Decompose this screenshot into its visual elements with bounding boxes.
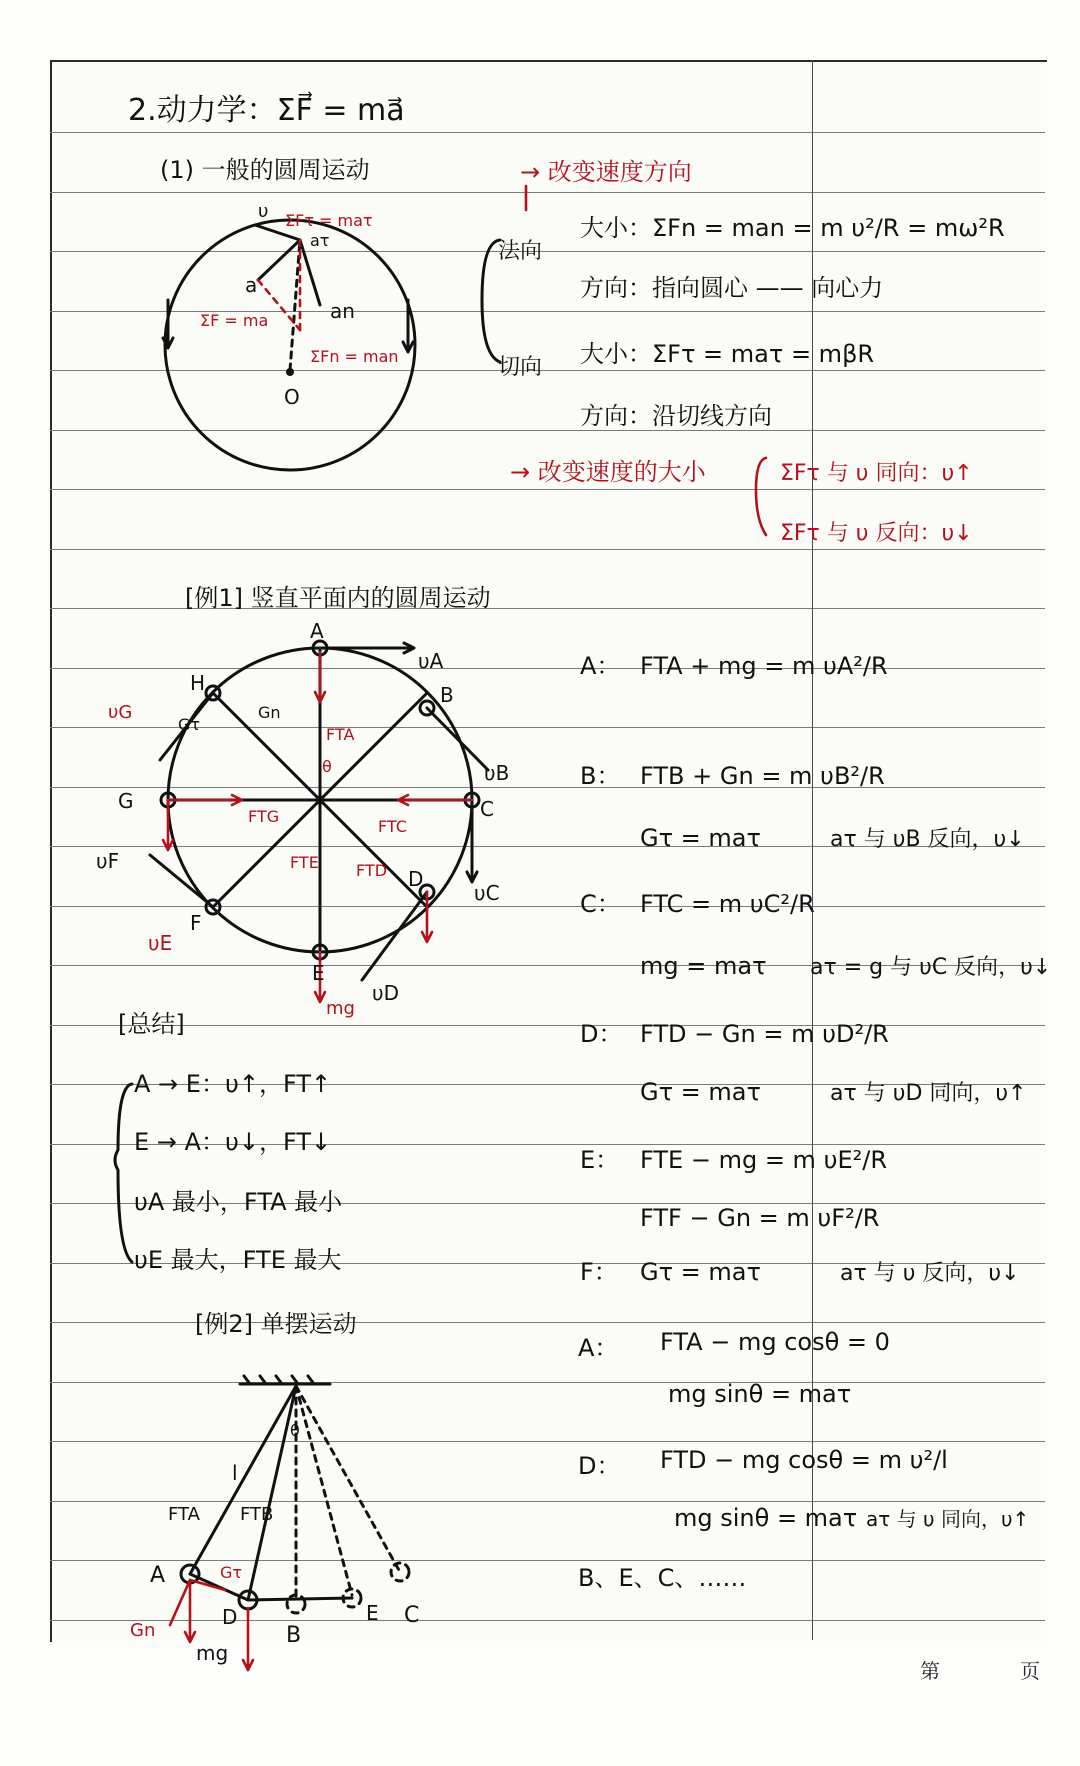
vg-label: υG — [108, 702, 133, 723]
tangential-direction: 方向：沿切线方向 — [580, 402, 772, 430]
summary-4: υE 最大，FTE 最大 — [134, 1246, 342, 1274]
eq-d2-note: aτ 与 υ 同向，υ↑ — [866, 1507, 1030, 1531]
example-1-title: [例1] 竖直平面内的圆周运动 — [185, 584, 491, 612]
eq-more: B、E、C、…… — [578, 1564, 747, 1592]
eq-pt: F： — [580, 1258, 618, 1286]
eq-a2: mg sinθ = maτ — [668, 1380, 852, 1408]
eq-d1: FTD − mg cosθ = m υ²/l — [660, 1446, 948, 1474]
point-d-label: D — [408, 867, 424, 891]
circular-motion-diagram — [163, 201, 415, 470]
normal-magnitude: 大小：ΣFn = man = m υ²/R = mω²R — [580, 214, 1005, 242]
eq-d1: FTD − Gn = m υD²/R — [640, 1020, 889, 1048]
normal-label: 法向 — [498, 239, 543, 264]
tangential-accel-label: aτ — [310, 231, 330, 250]
ftc-label: FTC — [378, 817, 407, 836]
heading: 2.动力学：ΣF⃗ = mа⃗ — [128, 93, 405, 128]
eq-e2: FTF − Gn = m υF²/R — [640, 1204, 880, 1232]
eq-d2: mg sinθ = maτ — [674, 1504, 858, 1532]
eq-b2: Gτ = maτ — [640, 824, 761, 852]
example-1-equations — [580, 652, 1051, 1286]
fta-label: FTA — [326, 725, 355, 744]
eq-a: FTA + mg = m υA²/R — [640, 652, 888, 680]
velocity-label: υ — [258, 201, 269, 222]
eq-c2-note: aτ = g 与 υC 反向，υ↓ — [810, 955, 1052, 980]
fte-label: FTE — [290, 853, 319, 872]
note-direction: → 改变速度方向 — [520, 158, 692, 186]
theta-label: θ — [290, 1421, 300, 1440]
vf-label: υF — [96, 849, 120, 873]
summary-3: υA 最小，FTA 最小 — [134, 1188, 343, 1216]
footer-ye: 页 — [1020, 1659, 1040, 1683]
ve-label: υE — [148, 931, 173, 955]
ftd-label: FTD — [356, 861, 388, 880]
length-label: l — [232, 1461, 238, 1485]
summary-1: A → E：υ↑，FT↑ — [134, 1070, 332, 1098]
summary-title: [总结] — [118, 1010, 185, 1038]
eq-pt: D： — [580, 1020, 623, 1048]
point-a-label: A — [150, 1563, 166, 1588]
eq-c1: FTC = m υC²/R — [640, 890, 815, 918]
point-a-label: A — [310, 619, 324, 643]
eq-f: Gτ = maτ — [640, 1258, 761, 1286]
eq-c2: mg = maτ — [640, 952, 767, 980]
fta-label: FTA — [168, 1504, 200, 1525]
mg-label: mg — [326, 998, 355, 1019]
eq-pt: E： — [580, 1146, 620, 1174]
gt-label: Gτ — [178, 715, 201, 734]
vb-label: υB — [484, 761, 510, 785]
point-b-label: B — [440, 683, 454, 707]
tangential-label: 切向 — [498, 355, 543, 380]
summary-2: E → A：υ↓，FT↓ — [134, 1128, 332, 1156]
section-1-title: (1) 一般的圆周运动 — [160, 156, 370, 184]
vertical-circle-diagram — [96, 619, 509, 1019]
point-b-label: B — [286, 1623, 302, 1648]
eq-pt: B： — [580, 762, 621, 790]
point-f-label: F — [190, 911, 202, 935]
page-footer — [0, 1655, 1080, 1695]
ftb-label: FTB — [240, 1504, 274, 1525]
center-label: O — [284, 385, 300, 409]
va-label: υA — [418, 649, 444, 673]
gn-label: Gn — [130, 1620, 156, 1641]
footer-di: 第 — [920, 1659, 940, 1683]
tangential-force-label: ΣFτ = maτ — [285, 211, 373, 230]
accel-label: a — [245, 273, 258, 297]
eq-pt: A： — [580, 652, 621, 680]
point-h-label: H — [190, 671, 206, 695]
eq-pt: D： — [578, 1452, 621, 1480]
example-2-equations — [578, 1328, 1029, 1592]
point-e-label: E — [312, 961, 325, 985]
eq-pt: C： — [580, 890, 621, 918]
point-c-label: C — [404, 1603, 420, 1628]
point-c-label: C — [480, 797, 494, 821]
eq-b2-note: aτ 与 υB 反向，υ↓ — [830, 827, 1025, 852]
eq-e1: FTE − mg = m υE²/R — [640, 1146, 887, 1174]
gt-label: Gτ — [220, 1563, 243, 1582]
net-force-label: ΣF = ma — [200, 311, 269, 330]
point-e-label: E — [366, 1601, 379, 1625]
theta-label: θ — [322, 757, 332, 776]
speed-case-1: ΣFτ 与 υ 同向：υ↑ — [780, 461, 973, 486]
vd-label: υD — [372, 981, 399, 1005]
gn-label: Gn — [258, 703, 281, 722]
normal-accel-label: an — [330, 299, 355, 323]
normal-direction: 方向：指向圆心 —— 向心力 — [580, 274, 884, 302]
eq-d2: Gτ = maτ — [640, 1078, 761, 1106]
vc-label: υC — [474, 881, 500, 905]
mg-label: mg — [196, 1641, 229, 1665]
note-speed: → 改变速度的大小 — [510, 458, 706, 486]
ftg-label: FTG — [248, 807, 280, 826]
speed-case-2: ΣFτ 与 υ 反向：υ↓ — [780, 521, 973, 546]
example-2-title: [例2] 单摆运动 — [195, 1310, 357, 1338]
point-g-label: G — [118, 789, 134, 813]
tangential-magnitude: 大小：ΣFτ = maτ = mβR — [580, 340, 875, 368]
eq-f-note: aτ 与 υ 反向，υ↓ — [840, 1261, 1020, 1286]
eq-d2-note: aτ 与 υD 同向，υ↑ — [830, 1081, 1027, 1106]
eq-a1: FTA − mg cosθ = 0 — [660, 1328, 890, 1356]
eq-b1: FTB + Gn = m υB²/R — [640, 762, 885, 790]
pendulum-diagram — [130, 1376, 419, 1670]
eq-pt: A： — [578, 1334, 619, 1362]
normal-force-label: ΣFn = man — [310, 347, 399, 366]
point-d-label: D — [222, 1605, 238, 1629]
